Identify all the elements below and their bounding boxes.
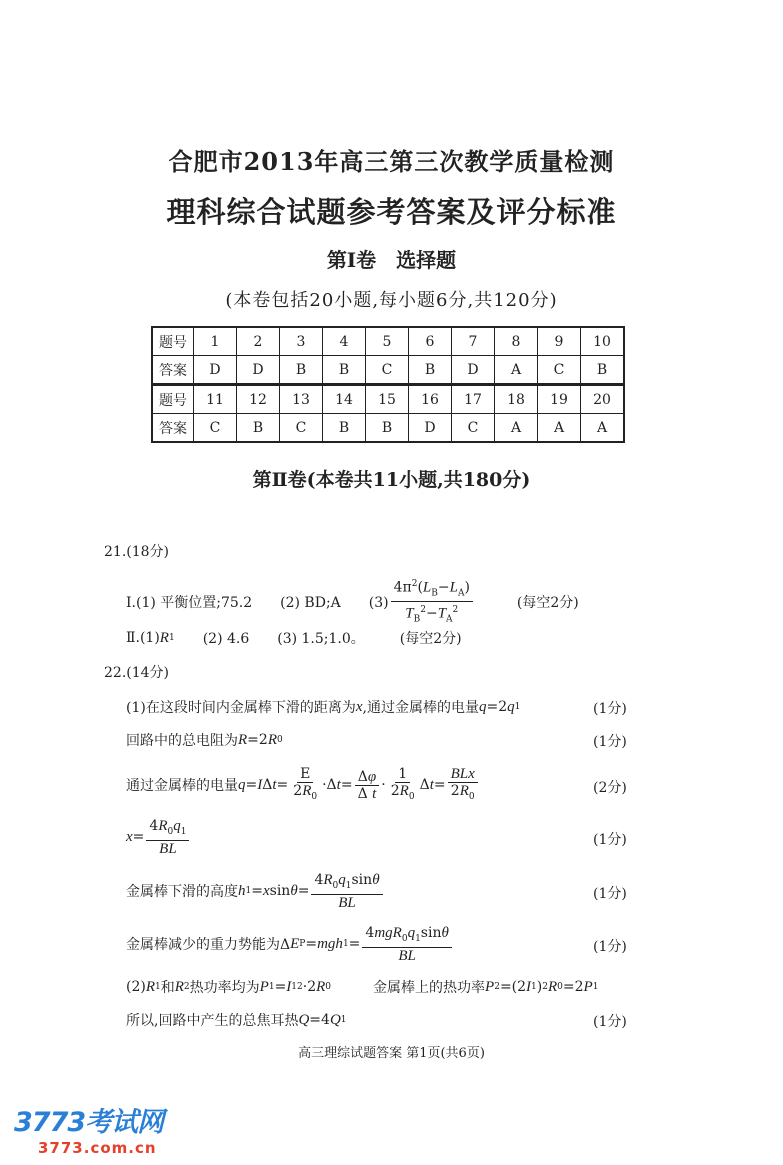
score-label: (2分)	[593, 779, 627, 796]
numerator	[395, 766, 410, 783]
numerator	[146, 818, 189, 841]
table-cell: 14	[323, 385, 366, 414]
table-cell: C	[538, 356, 581, 385]
table-cell: 17	[452, 385, 495, 414]
text: =	[276, 777, 289, 794]
text: (2) 4.6 (3) 1.5;1.0。 (每空2分)	[174, 631, 462, 647]
math-var: BLx	[450, 766, 475, 782]
math-var: R	[158, 818, 168, 834]
table-row	[152, 356, 624, 385]
text: 2	[293, 783, 303, 799]
denominator	[290, 783, 320, 805]
text: (每空2分)	[474, 594, 579, 611]
text: 2	[390, 783, 400, 799]
answer-line	[104, 662, 169, 682]
text: =2	[247, 732, 268, 748]
fraction	[388, 766, 418, 805]
math-var: I	[526, 978, 532, 995]
answer-line	[126, 1010, 347, 1030]
text: 回路中的总电阻为	[126, 733, 238, 749]
math-var: R	[145, 978, 156, 995]
math-var: mgR	[374, 925, 402, 941]
text: Δ	[357, 768, 368, 785]
table-cell: 18	[495, 385, 538, 414]
math-var: θ	[441, 925, 449, 941]
subscript: 1	[340, 1015, 347, 1025]
table-cell: 11	[194, 385, 237, 414]
text: E	[300, 766, 311, 782]
math-var: BL	[338, 894, 356, 911]
text: =	[340, 777, 353, 794]
math-var: R	[323, 872, 333, 888]
row-header: 答案	[152, 414, 194, 443]
math-var: x	[126, 828, 133, 845]
part1-note: (本卷包括20小题,每小题6分,共120分)	[225, 290, 558, 311]
subscript: 1	[531, 982, 537, 992]
subscript: 0	[557, 982, 563, 992]
math-var: q	[407, 925, 416, 941]
table-cell: B	[237, 414, 280, 443]
table-cell: B	[280, 356, 323, 385]
math-var: q	[338, 872, 346, 888]
score-label: (1分)	[593, 701, 627, 717]
numerator	[391, 576, 473, 602]
table-cell: 19	[538, 385, 581, 414]
text: 21.(18分)	[104, 544, 170, 560]
math-var: I	[257, 776, 263, 793]
denominator	[448, 783, 478, 805]
text: Δ	[357, 785, 373, 802]
table-cell: C	[366, 356, 409, 385]
table-cell: 20	[581, 385, 625, 414]
math-var: L	[422, 579, 432, 596]
denominator	[156, 841, 180, 857]
table-cell: B	[409, 356, 452, 385]
logo-url: 3773.com.cn	[38, 1139, 157, 1157]
text: =	[305, 936, 318, 953]
text: −	[425, 606, 438, 623]
text: 通过金属棒的电量	[126, 778, 238, 795]
table-row	[152, 414, 624, 443]
math-var: θ	[290, 882, 298, 899]
math-var: x	[355, 698, 363, 715]
math-var: x	[262, 882, 270, 899]
subscript: 0	[167, 826, 174, 837]
math-var: R	[238, 731, 248, 748]
table-cell: A	[581, 414, 625, 443]
score-label: (1分)	[593, 734, 627, 750]
text: Δ	[262, 777, 273, 794]
math-var: h	[238, 882, 246, 899]
table-cell: A	[495, 356, 538, 385]
fraction	[391, 576, 473, 628]
math-var: q	[507, 698, 515, 715]
subscript: 1	[592, 982, 599, 992]
math-var: R	[159, 629, 169, 646]
text: 4	[314, 872, 324, 888]
page-footer: 高三理综试题答案 第1页(共6页)	[298, 1046, 485, 1061]
table-cell: D	[194, 356, 237, 385]
numerator	[355, 769, 379, 786]
subscript: 0	[325, 982, 332, 992]
subscript: 0	[408, 791, 415, 802]
table-cell: 9	[538, 327, 581, 356]
superscript: 2	[420, 605, 426, 616]
math-var: R	[459, 783, 469, 799]
text: =	[348, 936, 361, 953]
subscript: 1	[415, 933, 421, 944]
score-label: (1分)	[593, 938, 627, 955]
part2-heading: 第Ⅱ卷(本卷共11小题,共180分)	[252, 469, 531, 491]
row-header: 题号	[152, 327, 194, 356]
text: ·	[381, 777, 386, 794]
text: )	[464, 579, 470, 596]
fraction	[448, 766, 478, 805]
text: =4	[309, 1012, 330, 1028]
row-header: 答案	[152, 356, 194, 385]
text: −	[437, 579, 450, 596]
math-var: θ	[372, 872, 380, 888]
text: sin	[269, 883, 291, 900]
table-cell: B	[323, 356, 366, 385]
math-var: P	[583, 978, 593, 995]
score-label: (1分)	[593, 831, 627, 848]
superscript: 2	[297, 982, 303, 992]
table-cell: 2	[237, 327, 280, 356]
text: =	[433, 777, 446, 794]
text: 4π	[393, 579, 412, 596]
math-var: I	[286, 978, 292, 995]
text: 2	[450, 783, 460, 799]
math-var: L	[449, 579, 458, 596]
subscript: 1	[245, 886, 252, 897]
subscript: 0	[276, 735, 283, 745]
table-row	[152, 385, 624, 414]
subscript: 2	[183, 982, 190, 992]
text: =	[132, 829, 145, 846]
answer-line	[126, 925, 454, 964]
text: ·2	[302, 979, 317, 995]
math-var: q	[238, 776, 246, 793]
subscript: B	[431, 588, 438, 599]
text: Ⅱ.(1)	[126, 630, 160, 646]
text: 金属棒下滑的高度	[126, 884, 238, 901]
math-var: BL	[159, 840, 177, 857]
superscript: 2	[452, 605, 459, 616]
math-var: R	[174, 978, 184, 995]
text: =	[251, 883, 263, 900]
table-cell: 5	[366, 327, 409, 356]
math-var: P	[485, 978, 495, 995]
subscript: 0	[468, 791, 475, 802]
text: =	[245, 777, 258, 794]
text: 金属棒减少的重力势能为Δ	[126, 937, 291, 954]
table-cell: A	[538, 414, 581, 443]
numerator	[448, 766, 478, 783]
text: Δ	[419, 777, 430, 794]
answer-line	[126, 977, 598, 997]
subscript: 1	[342, 939, 349, 950]
site-logo	[14, 1100, 184, 1157]
table-cell: 13	[280, 385, 323, 414]
math-var: P	[259, 978, 269, 995]
table-cell: 7	[452, 327, 495, 356]
document-subtitle: 理科综合试题参考答案及评分标准	[166, 195, 617, 229]
math-var: E	[290, 935, 300, 952]
text: =	[274, 979, 287, 995]
table-cell: 3	[280, 327, 323, 356]
text: 和	[160, 980, 175, 996]
math-var: R	[267, 731, 277, 748]
text: 金属棒上的热功率	[331, 980, 486, 996]
math-var: t	[272, 776, 277, 793]
text: ,通过金属棒的电量	[362, 700, 479, 716]
table-cell: B	[323, 414, 366, 443]
fraction	[362, 925, 451, 964]
subscript: 1	[268, 982, 275, 992]
table-cell: D	[237, 356, 280, 385]
table-cell: 4	[323, 327, 366, 356]
table-cell: B	[581, 356, 625, 385]
denominator	[395, 948, 419, 964]
math-var: BL	[398, 947, 416, 964]
answer-line	[126, 697, 520, 717]
text: =	[297, 883, 310, 900]
table-cell: C	[280, 414, 323, 443]
text: =(2	[499, 979, 527, 995]
table-cell: 1	[194, 327, 237, 356]
table-cell: 10	[581, 327, 625, 356]
math-var: φ	[367, 768, 377, 785]
math-var: T	[437, 606, 447, 623]
table-cell: C	[194, 414, 237, 443]
score-label: (1分)	[593, 885, 627, 902]
subscript: 1	[291, 982, 298, 992]
math-var: mgh	[317, 935, 343, 952]
table-cell: D	[452, 356, 495, 385]
superscript: 2	[411, 579, 418, 589]
subscript: 2	[494, 982, 500, 992]
text: )	[536, 979, 543, 995]
denominator	[388, 783, 418, 805]
math-var: R	[399, 783, 409, 799]
table-cell: 12	[237, 385, 280, 414]
text: 22.(14分)	[104, 665, 170, 681]
numerator	[297, 766, 313, 783]
subscript: 1	[345, 880, 352, 891]
math-var: q	[173, 818, 181, 834]
answer-line	[126, 576, 579, 628]
table-cell: 15	[366, 385, 409, 414]
subscript: 1	[514, 702, 521, 712]
math-var: t	[336, 776, 341, 793]
answer-line	[126, 766, 480, 805]
table-row	[152, 327, 624, 356]
text: (2)	[126, 979, 146, 995]
text: =2	[486, 699, 508, 715]
math-var: Q	[298, 1011, 310, 1028]
math-var: q	[478, 698, 487, 715]
subscript: 0	[332, 880, 339, 891]
text: sin	[420, 925, 442, 941]
subscript: 1	[155, 982, 161, 992]
part1-heading: 第Ⅰ卷 选择题	[326, 248, 457, 272]
table-cell: 16	[409, 385, 452, 414]
answer-line	[126, 818, 191, 857]
superscript: 2	[542, 982, 548, 992]
table-cell: A	[495, 414, 538, 443]
fraction	[146, 818, 189, 857]
table-cell: D	[409, 414, 452, 443]
answer-line	[126, 628, 462, 648]
logo-text: 3773考试网	[14, 1107, 164, 1138]
text: 所以,回路中产生的总焦耳热	[126, 1013, 299, 1029]
table-cell: 8	[495, 327, 538, 356]
subscript: 0	[311, 791, 318, 802]
math-var: t	[429, 776, 434, 793]
numerator	[311, 872, 382, 895]
score-label: (1分)	[593, 1014, 627, 1030]
denominator	[335, 895, 359, 911]
text: 热功率均为	[189, 980, 260, 996]
math-var: R	[547, 978, 558, 995]
table-cell: C	[452, 414, 495, 443]
text: sin	[351, 872, 373, 888]
text: Ⅰ.(1) 平衡位置;75.2 (2) BD;A (3)	[126, 594, 389, 611]
numerator	[362, 925, 451, 948]
text: 4	[365, 925, 375, 941]
subscript: 1	[180, 826, 187, 837]
table-cell: B	[366, 414, 409, 443]
document-title: 合肥市2013年高三第三次教学质量检测	[168, 147, 615, 176]
text: =2	[562, 979, 584, 995]
denominator	[355, 786, 380, 802]
subscript: 0	[401, 933, 408, 944]
text: (1)在这段时间内金属棒下滑的距离为	[126, 700, 356, 716]
math-var: Q	[329, 1011, 341, 1028]
subscript: P	[299, 939, 306, 950]
math-var: T	[405, 606, 414, 623]
subscript: B	[413, 614, 421, 625]
subscript: A	[457, 588, 465, 599]
denominator	[402, 602, 461, 627]
fraction	[311, 872, 382, 911]
text: 1	[398, 766, 408, 782]
math-var: t	[372, 785, 377, 802]
text: ·Δ	[322, 777, 337, 794]
text: (	[417, 579, 423, 596]
fraction	[355, 769, 380, 802]
math-var: R	[302, 783, 312, 799]
fraction	[290, 766, 320, 805]
subscript: A	[446, 614, 453, 625]
answer-line	[126, 730, 283, 750]
answer-table	[151, 326, 625, 443]
table-cell: 6	[409, 327, 452, 356]
row-header: 题号	[152, 385, 194, 414]
subscript: 1	[168, 633, 175, 643]
answer-line	[126, 872, 385, 911]
text: 4	[149, 818, 159, 834]
answer-line	[104, 541, 169, 561]
math-var: R	[316, 978, 326, 995]
